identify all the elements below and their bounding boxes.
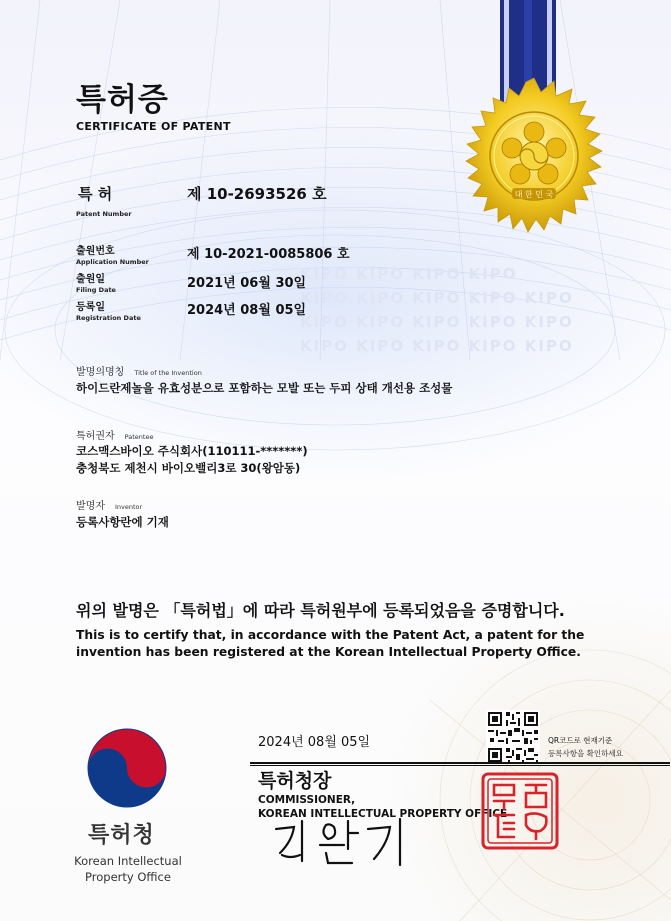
filing-date-label-en: Filing Date	[76, 286, 116, 294]
patent-number-label: 특 허	[78, 185, 113, 203]
watermark: KIPO KIPO KIPO KIPO KIPO KIPO KIPO KIPO KIPO KIPO KIPO KIPO KIPO KIPO KIPO KIPO KIPO KIPO KIPO	[300, 265, 574, 355]
filing-date-value: 2021년 06월 30일	[187, 276, 307, 291]
registration-date-value: 2024년 08월 05일	[187, 303, 307, 318]
certification-statement-korean: 위의 발명은 「특허법」에 따라 특허원부에 등록되었음을 증명합니다.	[76, 601, 565, 620]
invention-title-label: 발명의명칭 Title of the Invention	[76, 367, 202, 378]
title-english: CERTIFICATE OF PATENT	[76, 120, 231, 133]
patentee-address: 충청북도 제천시 바이오밸리3로 30(왕암동)	[76, 461, 301, 475]
qr-code-icon	[486, 710, 540, 764]
registration-date-label: 등록일	[76, 302, 105, 313]
kipo-name-korean: 특허청	[88, 823, 155, 848]
patentee-name: 코스맥스바이오 주식회사(110111-*******)	[76, 444, 308, 458]
issue-date: 2024년 08월 05일	[258, 735, 371, 750]
application-number-label: 출원번호	[76, 246, 115, 257]
application-number-label-en: Application Number	[76, 258, 149, 266]
qr-note: QR코드로 현재기준 등록사항을 확인하세요	[548, 736, 623, 758]
divider-rule	[250, 762, 670, 764]
commissioner-signature	[268, 815, 418, 867]
kipo-logo-icon	[86, 727, 168, 809]
certification-statement-english: This is to certify that, in accordance with the Patent Act, a patent for the invention has been registered at the Korean Intellectual Property Office.	[76, 628, 585, 659]
application-number-value: 제 10-2021-0085806 호	[187, 247, 350, 262]
kipo-name-english: Korean Intellectual Property Office	[74, 854, 182, 884]
title-korean: 특허증	[76, 82, 169, 118]
official-stamp	[480, 771, 560, 851]
commissioner-title-korean: 특허청장	[258, 770, 332, 792]
filing-date-label: 출원일	[76, 274, 105, 285]
invention-title-value: 하이드란제놀을 유효성분으로 포함하는 모발 또는 두피 상태 개선용 조성물	[76, 381, 453, 395]
inventor-label: 발명자 Inventor	[76, 501, 143, 512]
patent-number-label-en: Patent Number	[76, 210, 132, 218]
svg-text:대 한 민 국: 대 한 민 국	[514, 190, 554, 199]
gold-seal	[456, 76, 612, 236]
inventor-value: 등록사항란에 기재	[76, 515, 169, 529]
patent-number-value: 제 10-2693526 호	[187, 185, 327, 203]
commissioner-title-english: COMMISSIONER, KOREAN INTELLECTUAL PROPERTY OFFICE	[258, 794, 508, 820]
registration-date-label-en: Registration Date	[76, 314, 141, 322]
patentee-label: 특허권자 Patentee	[76, 431, 154, 442]
